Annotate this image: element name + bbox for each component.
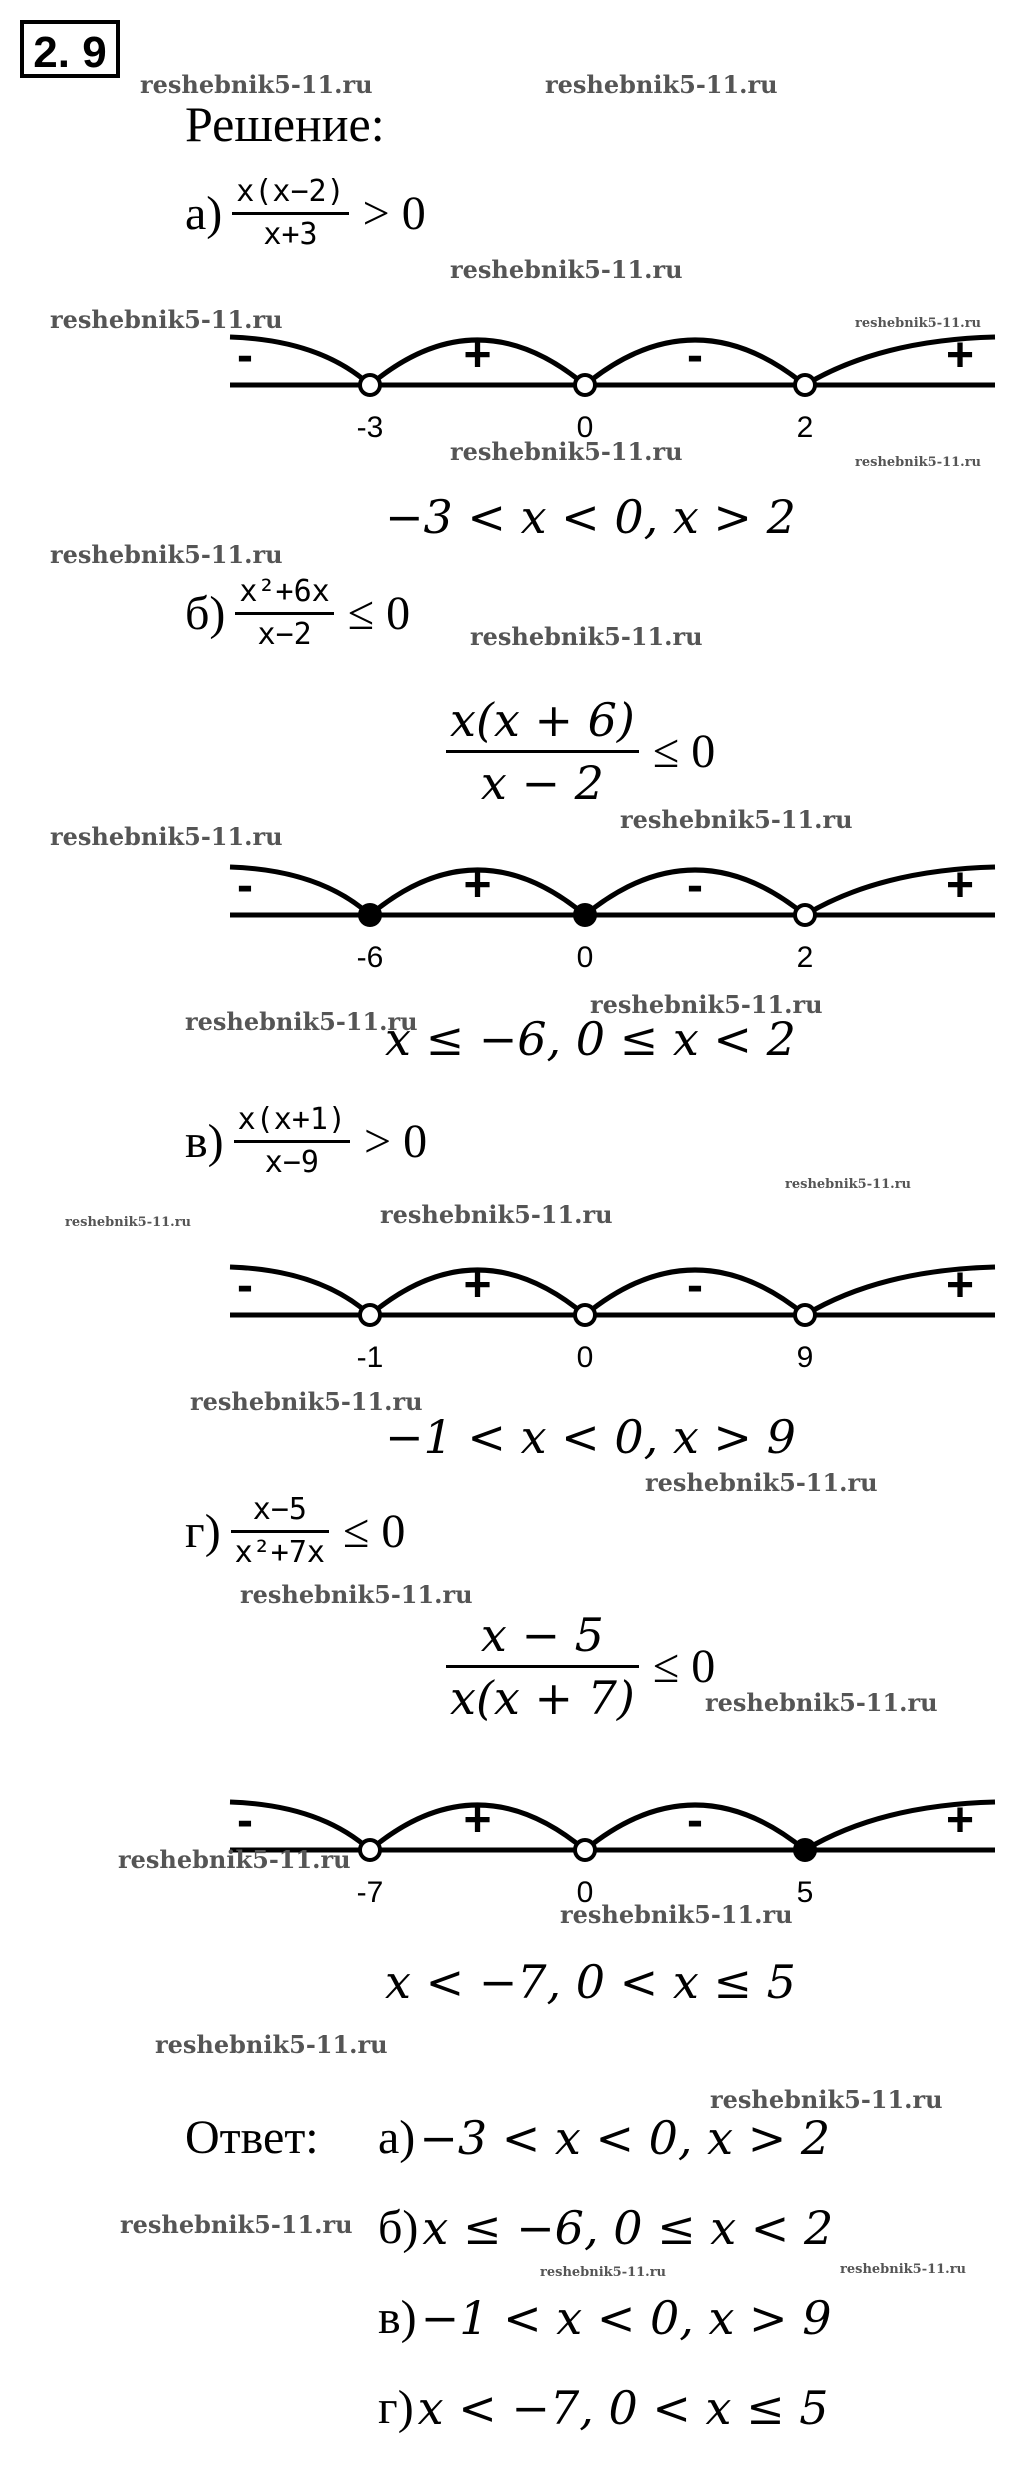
answer-text: −3 < x < 0, x > 2 bbox=[419, 2110, 831, 2165]
filled-point bbox=[575, 905, 595, 925]
watermark: reshebnik5-11.ru bbox=[155, 2030, 388, 2059]
watermark: reshebnik5-11.ru bbox=[118, 1845, 351, 1874]
part-a-solution: −3 < x < 0, x > 2 bbox=[385, 490, 796, 544]
interval-sign: - bbox=[687, 1259, 703, 1312]
part-v-denominator: x−9 bbox=[234, 1140, 350, 1183]
solution-heading: Решение: bbox=[185, 96, 385, 152]
watermark: reshebnik5-11.ru bbox=[705, 1688, 938, 1717]
part-b-label: б) bbox=[185, 587, 226, 640]
point-label: -1 bbox=[356, 1341, 384, 1374]
answer-label: б) bbox=[378, 2201, 419, 2254]
part-g-factored-relation: ≤ 0 bbox=[652, 1640, 716, 1693]
part-a-label: а) bbox=[185, 187, 223, 240]
part-b-factored-fraction bbox=[446, 690, 639, 813]
watermark: reshebnik5-11.ru bbox=[50, 540, 283, 569]
part-a-relation: > 0 bbox=[362, 187, 426, 240]
problem-number: 2. 9 bbox=[20, 20, 120, 78]
part-b-factored-denominator: x − 2 bbox=[446, 750, 639, 813]
part-a-inequality bbox=[185, 172, 426, 255]
watermark: reshebnik5-11.ru bbox=[470, 622, 703, 651]
watermark: reshebnik5-11.ru bbox=[855, 316, 982, 331]
watermark: reshebnik5-11.ru bbox=[645, 1468, 878, 1497]
part-g-factored bbox=[440, 1605, 715, 1728]
watermark: reshebnik5-11.ru bbox=[240, 1580, 473, 1609]
part-g-solution: x < −7, 0 < x ≤ 5 bbox=[385, 1955, 796, 2009]
point-label: 5 bbox=[796, 1876, 814, 1909]
open-point bbox=[795, 375, 815, 395]
part-v-label: в) bbox=[185, 1115, 224, 1168]
answer-label: а) bbox=[378, 2111, 416, 2164]
part-b-factored-relation: ≤ 0 bbox=[652, 725, 716, 778]
watermark: reshebnik5-11.ru bbox=[560, 1900, 793, 1929]
number-line-v bbox=[0, 1230, 1009, 1390]
watermark: reshebnik5-11.ru bbox=[50, 822, 283, 851]
interval-sign: + bbox=[945, 1259, 975, 1312]
part-g-factored-numerator: x − 5 bbox=[480, 1608, 604, 1662]
part-b-denominator: x−2 bbox=[235, 612, 333, 655]
part-b-factored bbox=[440, 690, 715, 813]
part-b-relation: ≤ 0 bbox=[347, 587, 411, 640]
open-point bbox=[575, 375, 595, 395]
open-point bbox=[360, 375, 380, 395]
interval-sign: + bbox=[945, 329, 975, 382]
part-g-relation: ≤ 0 bbox=[342, 1505, 406, 1558]
point-label: 2 bbox=[796, 411, 814, 444]
answer-text: x < −7, 0 < x ≤ 5 bbox=[417, 2380, 829, 2435]
point-label: 0 bbox=[576, 1876, 594, 1909]
interval-sign: - bbox=[237, 329, 253, 382]
part-b-fraction bbox=[235, 572, 333, 655]
part-g-numerator: x−5 bbox=[252, 1492, 307, 1527]
point-label: -7 bbox=[356, 1876, 384, 1909]
watermark: reshebnik5-11.ru bbox=[620, 805, 853, 834]
point-label: 0 bbox=[576, 1341, 594, 1374]
part-g-factored-denominator: x(x + 7) bbox=[446, 1665, 639, 1728]
part-v-numerator: x(x+1) bbox=[237, 1102, 347, 1137]
interval-sign: - bbox=[237, 859, 253, 912]
answer-heading: Ответ: bbox=[185, 2111, 319, 2164]
watermark: reshebnik5-11.ru bbox=[590, 990, 823, 1019]
point-label: 0 bbox=[576, 411, 594, 444]
part-v-solution: −1 < x < 0, x > 9 bbox=[385, 1410, 796, 1464]
answer-line-b bbox=[378, 2200, 833, 2255]
interval-sign: + bbox=[463, 859, 492, 912]
number-line-b bbox=[0, 830, 1009, 990]
filled-point bbox=[360, 905, 380, 925]
interval-sign: + bbox=[463, 329, 492, 382]
part-v-fraction bbox=[234, 1100, 350, 1183]
part-g-denominator: x²+7x bbox=[231, 1530, 329, 1573]
answer-label: г) bbox=[378, 2381, 414, 2434]
part-g-inequality bbox=[185, 1490, 405, 1573]
open-point bbox=[360, 1840, 380, 1860]
interval-sign: - bbox=[237, 1794, 253, 1847]
point-label: 0 bbox=[576, 941, 594, 974]
point-label: 9 bbox=[796, 1341, 814, 1374]
part-b-numerator: x²+6x bbox=[239, 574, 330, 609]
open-point bbox=[795, 905, 815, 925]
watermark: reshebnik5-11.ru bbox=[840, 2262, 967, 2277]
interval-sign: - bbox=[687, 1794, 703, 1847]
point-label: -3 bbox=[356, 411, 384, 444]
answer-text: −1 < x < 0, x > 9 bbox=[420, 2290, 832, 2345]
watermark: reshebnik5-11.ru bbox=[380, 1200, 613, 1229]
part-v-relation: > 0 bbox=[364, 1115, 428, 1168]
part-a-fraction bbox=[232, 172, 348, 255]
watermark: reshebnik5-11.ru bbox=[785, 1177, 912, 1192]
filled-point bbox=[795, 1840, 815, 1860]
interval-sign: + bbox=[463, 1259, 492, 1312]
answer-text: x ≤ −6, 0 ≤ x < 2 bbox=[422, 2200, 834, 2255]
interval-sign: + bbox=[463, 1794, 492, 1847]
part-a-denominator: x+3 bbox=[232, 212, 348, 255]
part-g-label: г) bbox=[185, 1505, 221, 1558]
interval-sign: + bbox=[945, 1794, 975, 1847]
open-point bbox=[575, 1840, 595, 1860]
open-point bbox=[795, 1305, 815, 1325]
watermark: reshebnik5-11.ru bbox=[545, 70, 778, 99]
part-v-inequality bbox=[185, 1100, 427, 1183]
watermark: reshebnik5-11.ru bbox=[190, 1387, 423, 1416]
part-g-fraction bbox=[231, 1490, 329, 1573]
part-g-factored-fraction bbox=[446, 1605, 639, 1728]
watermark: reshebnik5-11.ru bbox=[855, 455, 982, 470]
part-b-factored-numerator: x(x + 6) bbox=[450, 693, 635, 747]
interval-sign: - bbox=[687, 859, 703, 912]
answer-line-g bbox=[378, 2380, 829, 2435]
open-point bbox=[360, 1305, 380, 1325]
watermark: reshebnik5-11.ru bbox=[65, 1215, 192, 1230]
point-label: 2 bbox=[796, 941, 814, 974]
watermark: reshebnik5-11.ru bbox=[140, 70, 373, 99]
interval-sign: - bbox=[237, 1259, 253, 1312]
watermark: reshebnik5-11.ru bbox=[710, 2085, 943, 2114]
watermark: reshebnik5-11.ru bbox=[185, 1007, 418, 1036]
part-b-solution: x ≤ −6, 0 ≤ x < 2 bbox=[385, 1012, 796, 1066]
answer-line-v bbox=[378, 2290, 832, 2345]
point-label: -6 bbox=[356, 941, 384, 974]
watermark: reshebnik5-11.ru bbox=[540, 2265, 667, 2280]
answer-label: в) bbox=[378, 2291, 417, 2344]
answer-line-a bbox=[378, 2110, 830, 2165]
watermark: reshebnik5-11.ru bbox=[450, 437, 683, 466]
interval-sign: - bbox=[687, 329, 703, 382]
watermark: reshebnik5-11.ru bbox=[450, 255, 683, 284]
interval-sign: + bbox=[945, 859, 975, 912]
open-point bbox=[575, 1305, 595, 1325]
part-a-numerator: x(x−2) bbox=[236, 174, 345, 209]
watermark: reshebnik5-11.ru bbox=[50, 305, 283, 334]
part-b-inequality bbox=[185, 572, 410, 655]
watermark: reshebnik5-11.ru bbox=[120, 2210, 353, 2239]
